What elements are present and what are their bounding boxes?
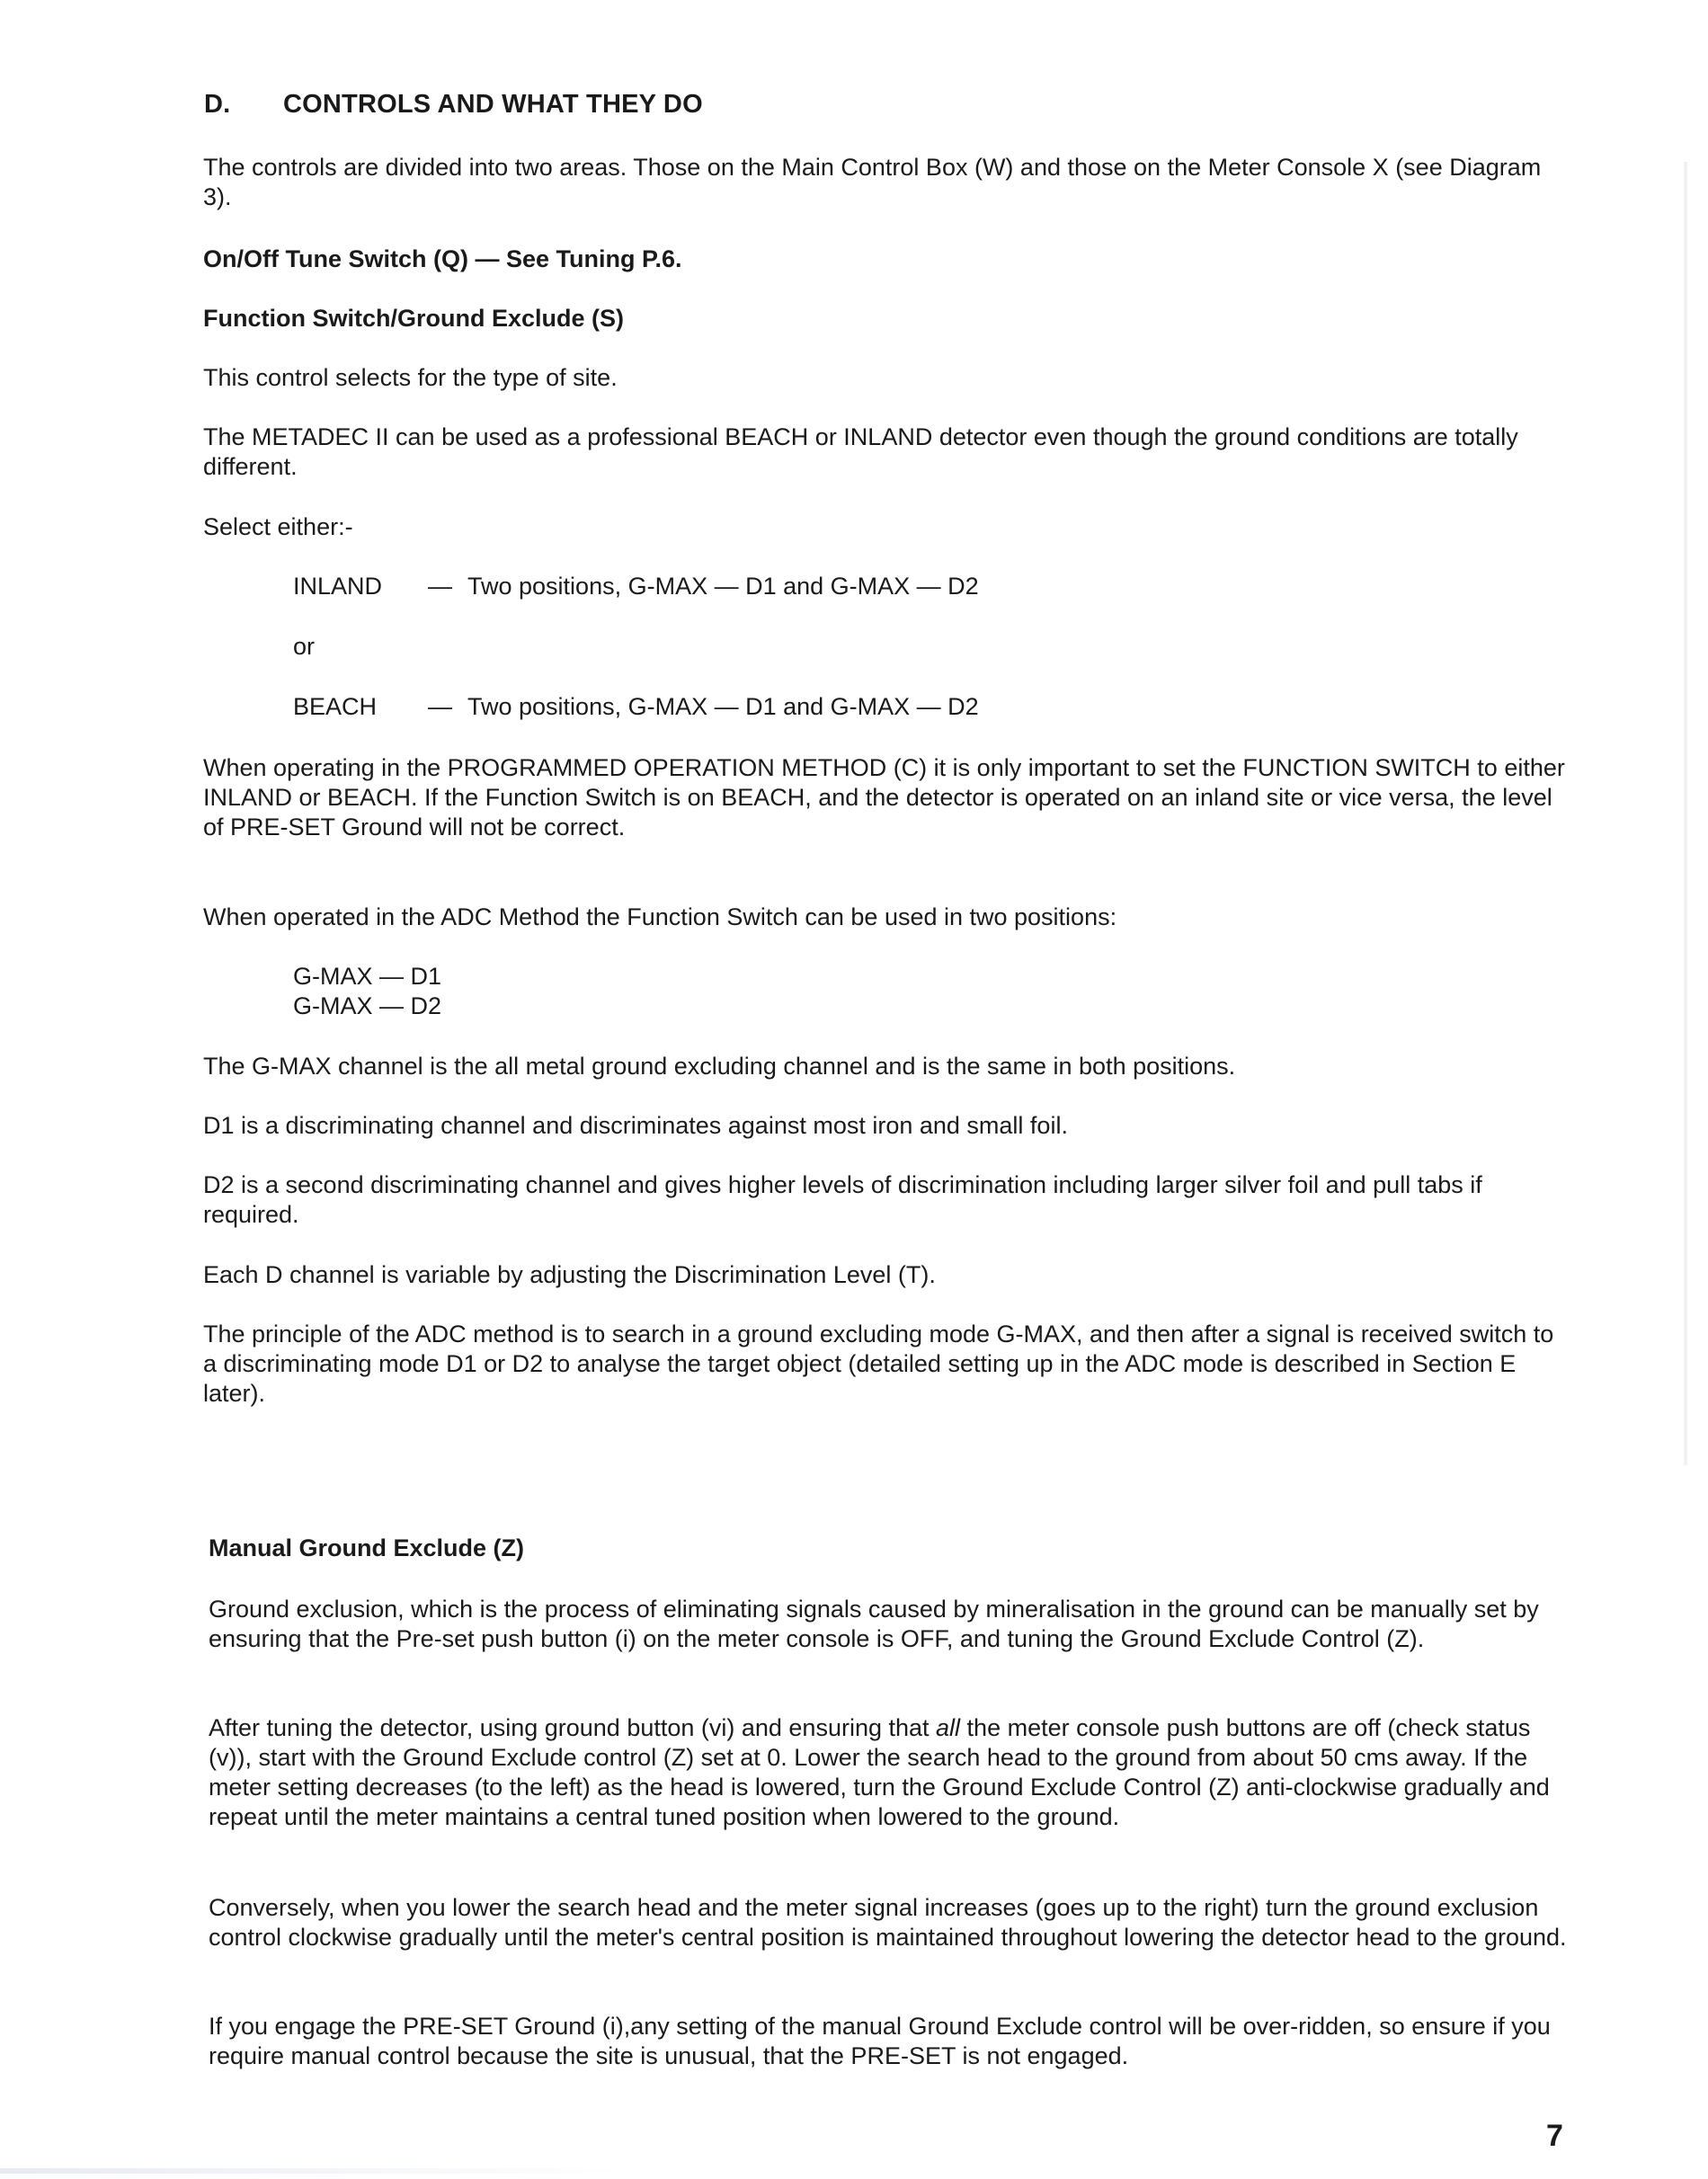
function-switch-heading: Function Switch/Ground Exclude (S) (203, 305, 625, 332)
intro-paragraph: The controls are divided into two areas. Those on the Main Control Box (W) and those on the Meter Console X (see Diagram 3). (203, 154, 1542, 210)
inland-dash: — (428, 573, 452, 600)
gmax-d2-line: G-MAX — D2 (293, 992, 442, 1019)
conversely-paragraph: Conversely, when you lower the search head and the meter signal increases (goes up to the right) turn the ground exclusion control clockwise gradually until the meter's central position is maintained throughout lowering the detector head to the ground. (209, 1894, 1567, 1951)
page-number: 7 (1546, 2119, 1563, 2153)
manual-ground-exclude-heading: Manual Ground Exclude (Z) (209, 1534, 525, 1561)
beach-dash: — (428, 693, 452, 720)
d2-description-paragraph: D2 is a second discriminating channel and gives higher levels of discrimination including larger silver foil and pull tabs if required. (203, 1171, 1482, 1228)
after-tuning-paragraph (209, 1713, 1575, 1832)
d-channel-variable-paragraph: Each D channel is variable by adjusting the Discrimination Level (T). (203, 1261, 936, 1288)
after-tuning-part-1: After tuning the detector, using ground button (vi) and ensuring that (209, 1714, 937, 1741)
inland-option (293, 572, 979, 601)
beach-option (293, 692, 979, 722)
after-tuning-part-2: the meter console push buttons are off (check status (v)), start with the Ground Exclude control (Z) set at 0. Lower the search head to the ground from about 50 cms away. If the meter setting decreases (to the left) as the head is lowered, turn the Ground Exclude Control (Z) anti-clockwise gradually and repeat until the meter maintains a central tuned position when lowered to the ground. (209, 1714, 1550, 1830)
ground-exclusion-paragraph: Ground exclusion, which is the process of eliminating signals caused by mineralisation in the ground can be manually set by ensuring that the Pre-set push button (i) on the meter console is OFF, and tuning the Ground Exclude Control (Z). (209, 1596, 1539, 1652)
inland-label: INLAND (293, 573, 383, 600)
section-heading (204, 90, 703, 120)
section-title: CONTROLS AND WHAT THEY DO (283, 90, 703, 119)
metadec-use-paragraph: The METADEC II can be used as a professional BEACH or INLAND detector even though the ground conditions are totally different. (203, 423, 1518, 480)
gmax-d1-line: G-MAX — D1 (293, 963, 442, 990)
beach-text: Two positions, G-MAX — D1 and G-MAX — D2 (467, 693, 979, 720)
adc-principle-paragraph: The principle of the ADC method is to search in a ground excluding mode G-MAX, and then after a signal is received switch to a discriminating mode D1 or D2 to analyse the target object (detailed setting up in the ADC mode is described in Section E later). (203, 1321, 1554, 1407)
or-text: or (293, 633, 316, 660)
selects-site-paragraph: This control selects for the type of site. (203, 364, 618, 391)
section-letter: D. (204, 90, 231, 119)
gmax-channel-paragraph: The G-MAX channel is the all metal ground excluding channel and is the same in both positions. (203, 1053, 1236, 1080)
scan-footer-smudge (0, 2168, 629, 2174)
beach-label: BEACH (293, 693, 378, 720)
inland-text: Two positions, G-MAX — D1 and G-MAX — D2 (467, 573, 979, 600)
on-off-tune-heading: On/Off Tune Switch (Q) — See Tuning P.6. (203, 245, 682, 272)
after-tuning-all-emphasis: all (936, 1714, 961, 1741)
programmed-method-paragraph: When operating in the PROGRAMMED OPERATION METHOD (C) it is only important to set the FUNCTION SWITCH to either INLAND or BEACH. If the Function Switch is on BEACH, and the detector is operated on an inland site or vice versa, the level of PRE-SET Ground will not be correct. (203, 754, 1565, 840)
d1-description-paragraph: D1 is a discriminating channel and discriminates against most iron and small foil. (203, 1112, 1068, 1139)
page-edge-shadow (1683, 162, 1688, 1465)
select-either-paragraph: Select either:- (203, 513, 353, 540)
adc-positions-paragraph: When operated in the ADC Method the Function Switch can be used in two positions: (203, 903, 1117, 930)
preset-override-paragraph: If you engage the PRE-SET Ground (i),any setting of the manual Ground Exclude control will be over-ridden, so ensure if you require manual control because the site is unusual, that the PRE-SET is not engaged. (209, 2013, 1551, 2069)
